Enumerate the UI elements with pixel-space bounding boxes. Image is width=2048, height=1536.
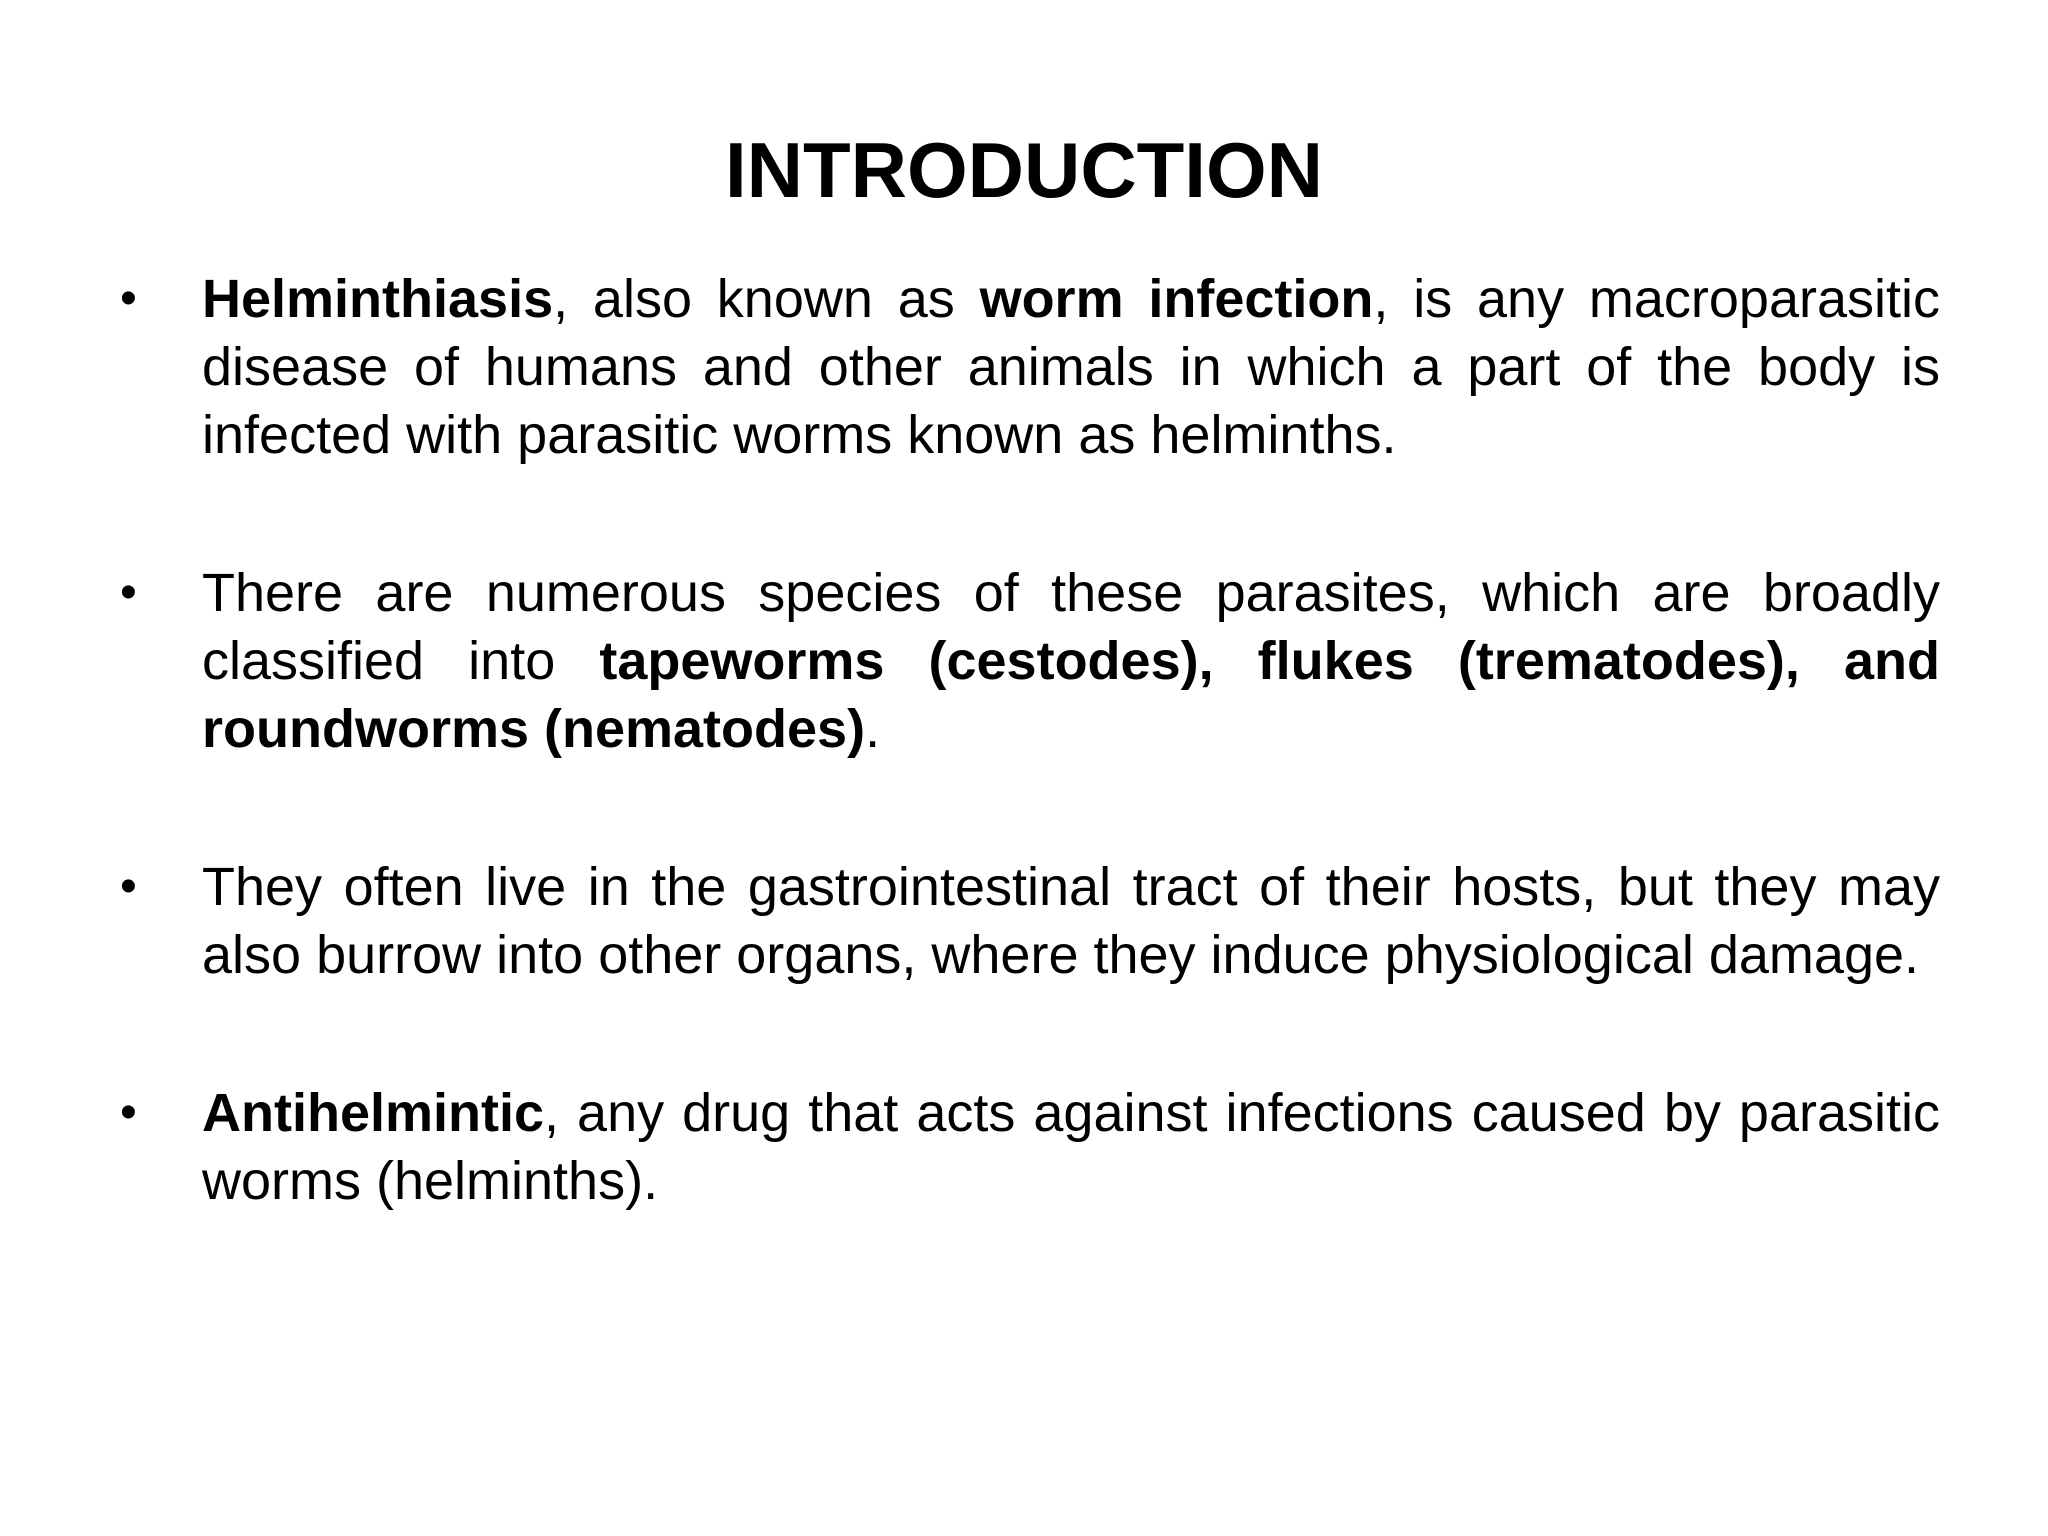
bullet-item-antihelmintic: [120, 1079, 1940, 1215]
bullet-icon: •: [120, 1086, 137, 1139]
slide-title: INTRODUCTION: [725, 126, 1323, 214]
text-span: They often live in the gastrointestinal tract of their hosts, but they may also burrow into other organs, where they induce physiological damage.: [202, 857, 1940, 985]
bullet-text: [202, 1083, 1940, 1211]
bullet-icon: •: [120, 566, 137, 619]
bullet-item-species: [120, 559, 1940, 763]
bullet-text: [202, 857, 1940, 985]
bullet-text: [202, 269, 1940, 465]
bullet-text: [202, 563, 1940, 759]
bullet-icon: •: [120, 272, 137, 325]
bullet-item-helminthiasis: [120, 265, 1940, 469]
bullet-icon: •: [120, 860, 137, 913]
text-span: , any drug that acts against infections caused by parasitic worms (helminths).: [202, 1083, 1940, 1211]
bold-term: tapeworms (cestodes), flukes (trematodes), and roundworms (nematodes): [202, 631, 1940, 759]
text-span: , also known as: [553, 269, 980, 329]
text-span: There are numerous species of these parasites, which are broadly classified into: [202, 563, 1940, 691]
text-span: .: [865, 699, 881, 759]
bullet-item-habitat: [120, 853, 1940, 989]
bold-term: Antihelmintic: [202, 1083, 545, 1143]
bullet-list: [120, 265, 1940, 1305]
bold-term: worm infection: [979, 269, 1374, 329]
text-span: , is any macroparasitic disease of humans and other animals in which a part of the body is infected with parasitic worms known as helminths.: [202, 269, 1941, 465]
bold-term: Helminthiasis: [202, 269, 554, 329]
